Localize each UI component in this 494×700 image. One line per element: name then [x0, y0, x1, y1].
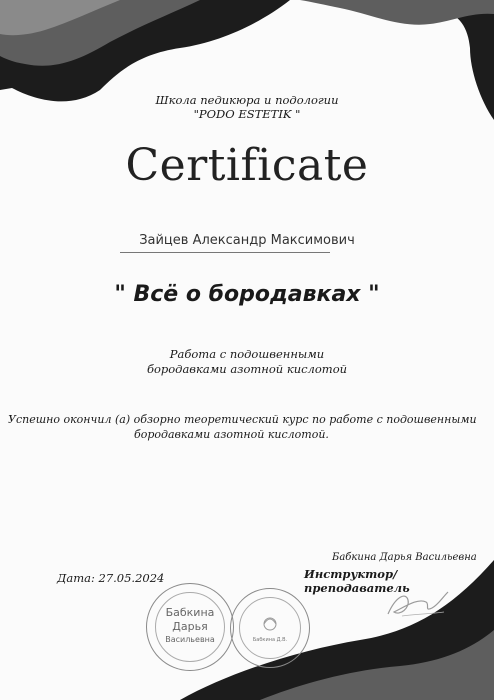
course-topic [0, 347, 494, 377]
recipient-underline [120, 252, 330, 253]
recipient-name: Зайцев Александр Максимович [139, 233, 355, 248]
school-name-line1: Школа педикюра и подологии [155, 93, 339, 107]
course-topic-line1: Работа с подошвенными [169, 347, 325, 361]
instructor-name: Бабкина Дарья Васильевна [332, 552, 477, 563]
round-stamp-name [146, 583, 234, 671]
stamp-logo-icon [231, 589, 309, 667]
stamp-name-line2: Дарья [172, 620, 208, 633]
course-title: " Всё о бородавках " [114, 282, 380, 307]
round-stamp-school [230, 588, 310, 668]
completion-statement-line1: Успешно окончил (а) обзорно теоретический курс по работе с подошвенными [8, 413, 477, 426]
signature-icon [382, 586, 454, 622]
issue-date: Дата: 27.05.2024 [57, 571, 165, 585]
completion-statement-line2: бородавками азотной кислотой. [134, 428, 329, 441]
completion-statement [8, 412, 478, 442]
stamp-name-line1: Бабкина [165, 606, 215, 619]
instructor-role: Инструктор/преподаватель [304, 567, 410, 595]
school-name [0, 93, 494, 121]
stamp-name-line3: Васильевна [165, 635, 215, 644]
school-name-line2: "PODO ESTETIK " [193, 107, 301, 121]
certificate-title: Certificate [125, 140, 369, 191]
stamp-school-text: Бабкина Д.В. [252, 637, 288, 643]
course-topic-line2: бородавками азотной кислотой [146, 362, 348, 376]
